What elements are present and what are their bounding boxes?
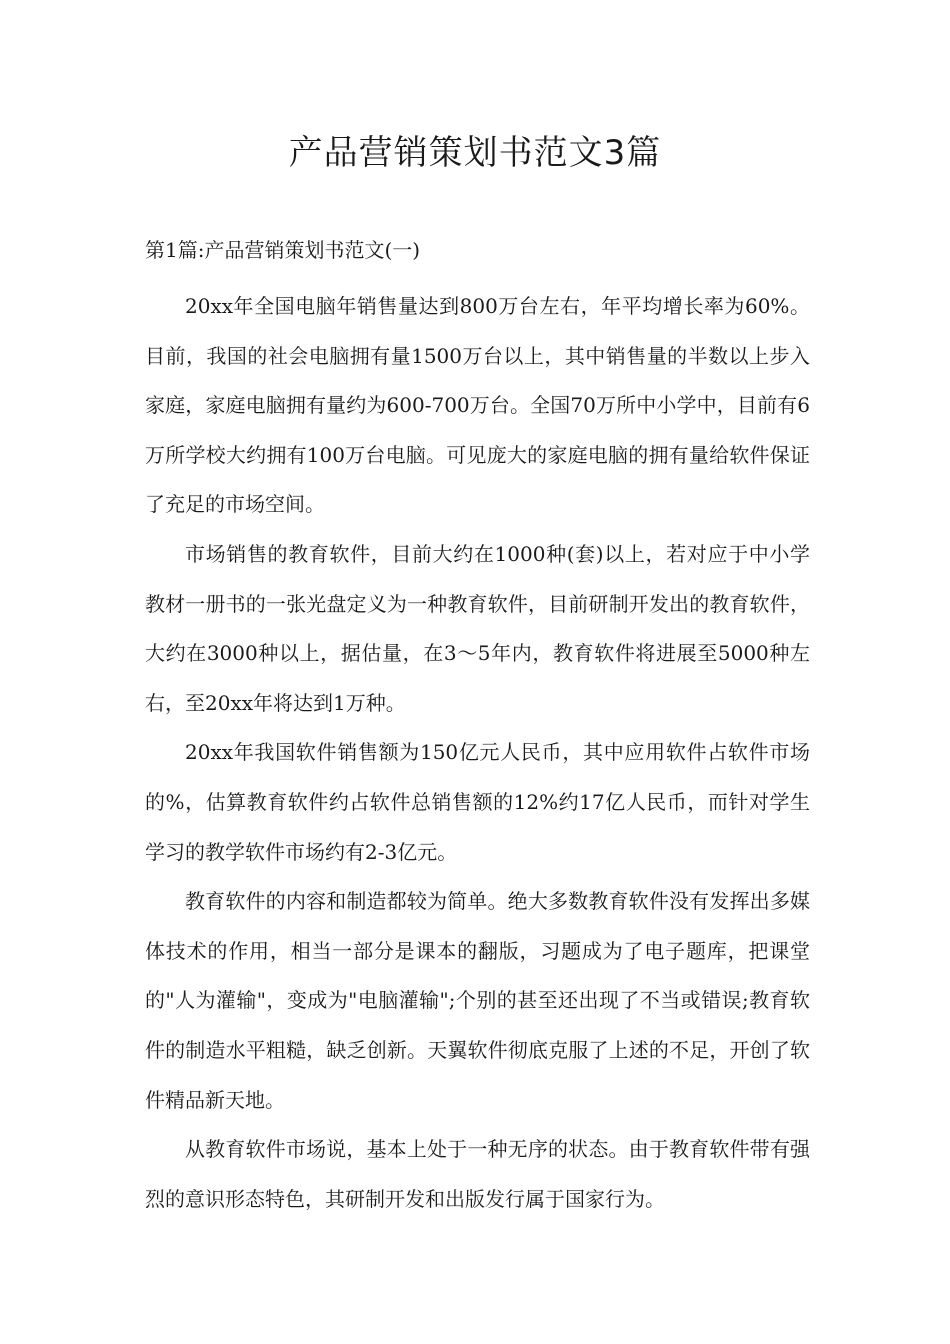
paragraph-2: 市场销售的教育软件，目前大约在1000种(套)以上，若对应于中小学教材一册书的一张光盘定义为一种教育软件，目前研制开发出的教育软件，大约在3000种以上，据估量，在3～5年内，教育软件将进展至5000种左右，至20xx年将达到1万种。 (145, 541, 810, 715)
paragraph-1: 20xx年全国电脑年销售量达到800万台左右，年平均增长率为60%。目前，我国的社会电脑拥有量1500万台以上，其中销售量的半数以上步入家庭，家庭电脑拥有量约为600-700万台。全国70万所中小学中，目前有6万所学校大约拥有100万台电脑。可见庞大的家庭电脑的拥有量给软件保证了充足的市场空间。 (145, 294, 810, 517)
document-body (145, 232, 810, 1224)
paragraph-3: 20xx年我国软件销售额为150亿元人民币，其中应用软件占软件市场的%，估算教育软件约占软件总销售额的12%约17亿人民币，而针对学生学习的教学软件市场约有2-3亿元。 (145, 740, 810, 864)
section-heading: 第1篇:产品营销策划书范文(一) (145, 238, 421, 262)
paragraph-5: 从教育软件市场说，基本上处于一种无序的状态。由于教育软件带有强烈的意识形态特色，其研制开发和出版发行属于国家行为。 (145, 1137, 810, 1211)
document-title: 产品营销策划书范文3篇 (288, 133, 662, 173)
paragraph-4: 教育软件的内容和制造都较为简单。绝大多数教育软件没有发挥出多媒体技术的作用，相当一部分是课本的翻版，习题成为了电子题库，把课堂的"人为灌输"，变成为"电脑灌输";个别的甚至还出现了不当或错误;教育软件的制造水平粗糙，缺乏创新。天翼软件彻底克服了上述的不足，开创了软件精品新天地。 (145, 889, 810, 1112)
